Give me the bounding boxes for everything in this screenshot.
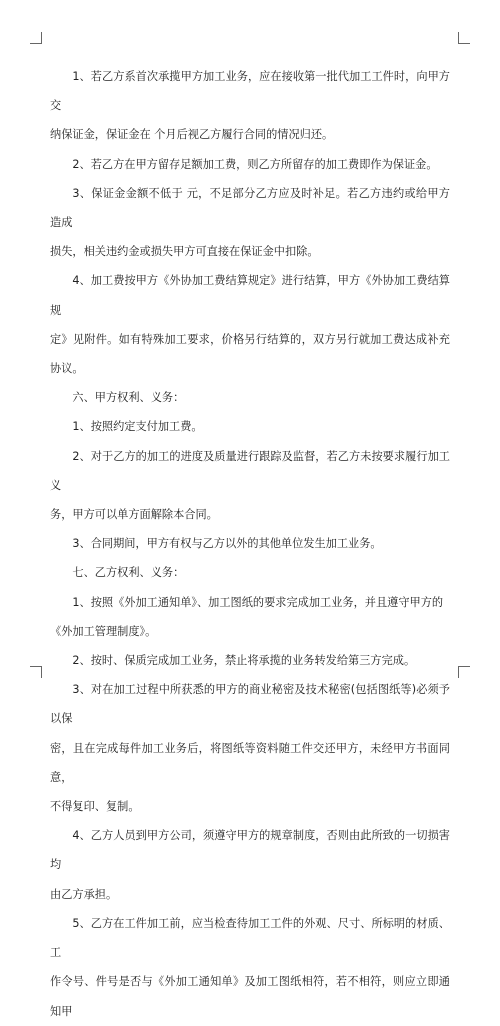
paragraph-line: 纳保证金，保证金在 个月后视乙方履行合同的情况归还。 <box>50 128 334 142</box>
paragraph-line: 定》见附件。如有特殊加工要求，价格另行结算的，双方另行就加工费达成补充协议。 <box>50 332 450 376</box>
paragraph <box>50 179 450 267</box>
crop-mark-bottom-left <box>30 666 42 678</box>
paragraph-line: 3、合同期间，甲方有权与乙方以外的其他单位发生加工业务。 <box>72 537 382 551</box>
paragraph-line: 不得复印、复制。 <box>50 800 140 814</box>
paragraph <box>50 558 450 587</box>
paragraph-line: 3、保证金金额不低于 元，不足部分乙方应及时补足。若乙方违约或给甲方造成 <box>50 186 450 230</box>
paragraph <box>50 675 450 821</box>
paragraph <box>50 588 450 646</box>
paragraph-line: 《外加工管理制度》。 <box>50 624 157 638</box>
paragraph-line: 3、对在加工过程中所获悉的甲方的商业秘密及技术秘密(包括图纸等)必须予以保 <box>50 683 450 726</box>
paragraph <box>50 150 450 179</box>
paragraph-line: 损失，相关违约金或损失甲方可直接在保证金中扣除。 <box>50 245 319 259</box>
paragraph-line: 作令号、件号是否与《外加工通知单》及加工图纸相符，若不相符，则应立即通知甲 <box>50 975 450 1018</box>
paragraph-line: 2、若乙方在甲方留存足额加工费，则乙方所留存的加工费即作为保证金。 <box>72 157 438 171</box>
paragraph-line: 5、乙方在工件加工前，应当检查待加工工件的外观、尺寸、所标明的材质、工 <box>50 916 450 960</box>
paragraph <box>50 821 450 909</box>
paragraph-line: 2、按时、保质完成加工业务，禁止将承揽的业务转发给第三方完成。 <box>72 654 416 668</box>
paragraph-line: 2、对于乙方的加工的进度及质量进行跟踪及监督，若乙方未按要求履行加工义 <box>50 449 450 492</box>
paragraph <box>50 412 450 441</box>
paragraph-line: 1、按照《外加工通知单》、加工图纸的要求完成加工业务，并且遵守甲方的 <box>72 595 444 609</box>
document-page <box>50 62 450 1026</box>
paragraph-line: 1、若乙方系首次承揽甲方加工业务，应在接收第一批代加工工件时，向甲方交 <box>50 70 450 113</box>
paragraph-line: 4、加工费按甲方《外协加工费结算规定》进行结算，甲方《外协加工费结算规 <box>50 274 450 317</box>
paragraph-line: 由乙方承担。 <box>50 887 118 901</box>
paragraph <box>50 646 450 675</box>
paragraph-line: 4、乙方人员到甲方公司，须遵守甲方的规章制度，否则由此所致的一切损害均 <box>50 829 450 872</box>
paragraph-line: 六、甲方权利、义务： <box>72 391 185 405</box>
paragraph-line: 务，甲方可以单方面解除本合同。 <box>50 508 218 522</box>
paragraph <box>50 266 450 383</box>
paragraph <box>50 909 450 1026</box>
crop-mark-top-left <box>30 32 42 44</box>
paragraph-line: 1、按照约定支付加工费。 <box>72 420 203 434</box>
paragraph <box>50 62 450 150</box>
paragraph <box>50 442 450 530</box>
paragraph <box>50 529 450 558</box>
paragraph-line: 七、乙方权利、义务： <box>72 566 185 580</box>
crop-mark-bottom-right <box>458 666 470 678</box>
paragraph <box>50 383 450 412</box>
crop-mark-top-right <box>458 32 470 44</box>
paragraph-line: 密，且在完成每件加工业务后，将图纸等资料随工件交还甲方，未经甲方书面同意， <box>50 741 450 784</box>
